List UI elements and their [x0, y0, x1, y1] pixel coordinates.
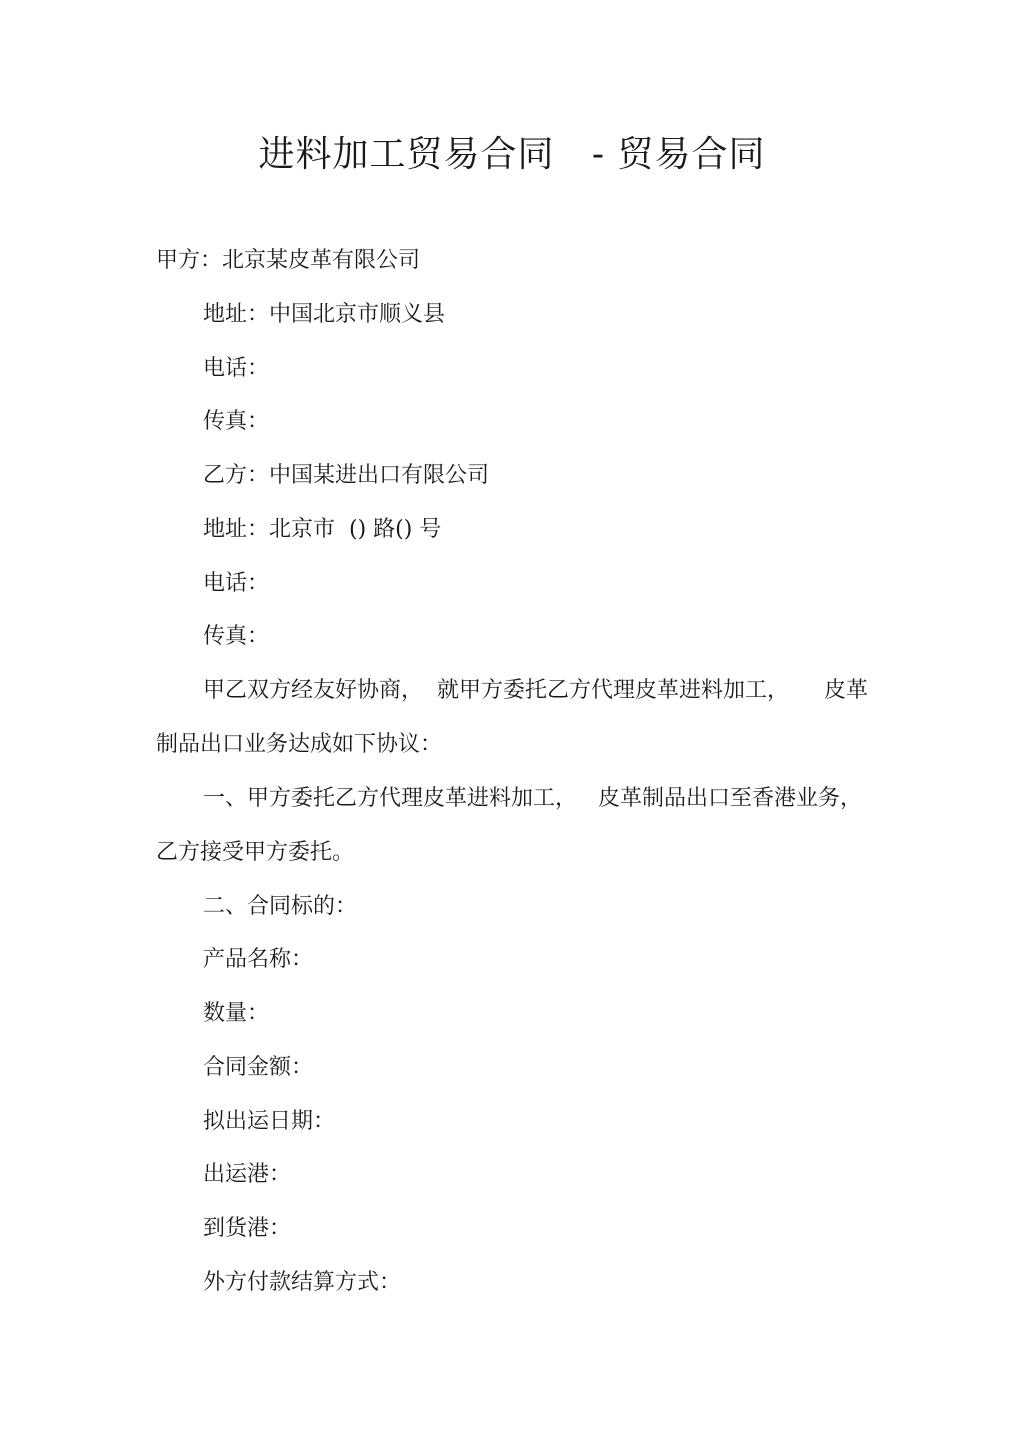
party-a-phone: 电话： — [203, 356, 270, 381]
party-b-address: 地址：北京市 () 路() 号 — [203, 517, 442, 542]
field-port-of-destination: 到货港： — [203, 1216, 292, 1241]
field-quantity: 数量： — [203, 1001, 270, 1026]
party-a-name: 甲方：北京某皮革有限公司 — [156, 248, 421, 273]
preamble-line-1: 甲乙双方经友好协商， 就甲方委托乙方代理皮革进料加工， 皮革 — [203, 678, 868, 703]
field-shipment-date: 拟出运日期： — [203, 1109, 336, 1134]
party-b-fax: 传真： — [203, 624, 270, 649]
field-port-of-loading: 出运港： — [203, 1162, 292, 1187]
field-product-name: 产品名称： — [203, 947, 314, 972]
clause-1-line-2: 乙方接受甲方委托。 — [156, 840, 355, 865]
clause-1-line-1: 一、甲方委托乙方代理皮革进料加工， 皮革制品出口至香港业务， — [203, 786, 862, 811]
document-title: 进料加工贸易合同 - 贸易合同 — [258, 134, 766, 175]
field-payment-method: 外方付款结算方式： — [203, 1270, 402, 1295]
party-a-address: 地址：中国北京市顺义县 — [203, 302, 446, 327]
field-contract-amount: 合同金额： — [203, 1055, 314, 1080]
party-a-fax: 传真： — [203, 409, 270, 434]
clause-2-heading: 二、合同标的： — [203, 894, 358, 919]
party-b-phone: 电话： — [203, 571, 270, 596]
party-b-name: 乙方：中国某进出口有限公司 — [203, 463, 490, 488]
preamble-line-2: 制品出口业务达成如下协议： — [156, 732, 443, 757]
